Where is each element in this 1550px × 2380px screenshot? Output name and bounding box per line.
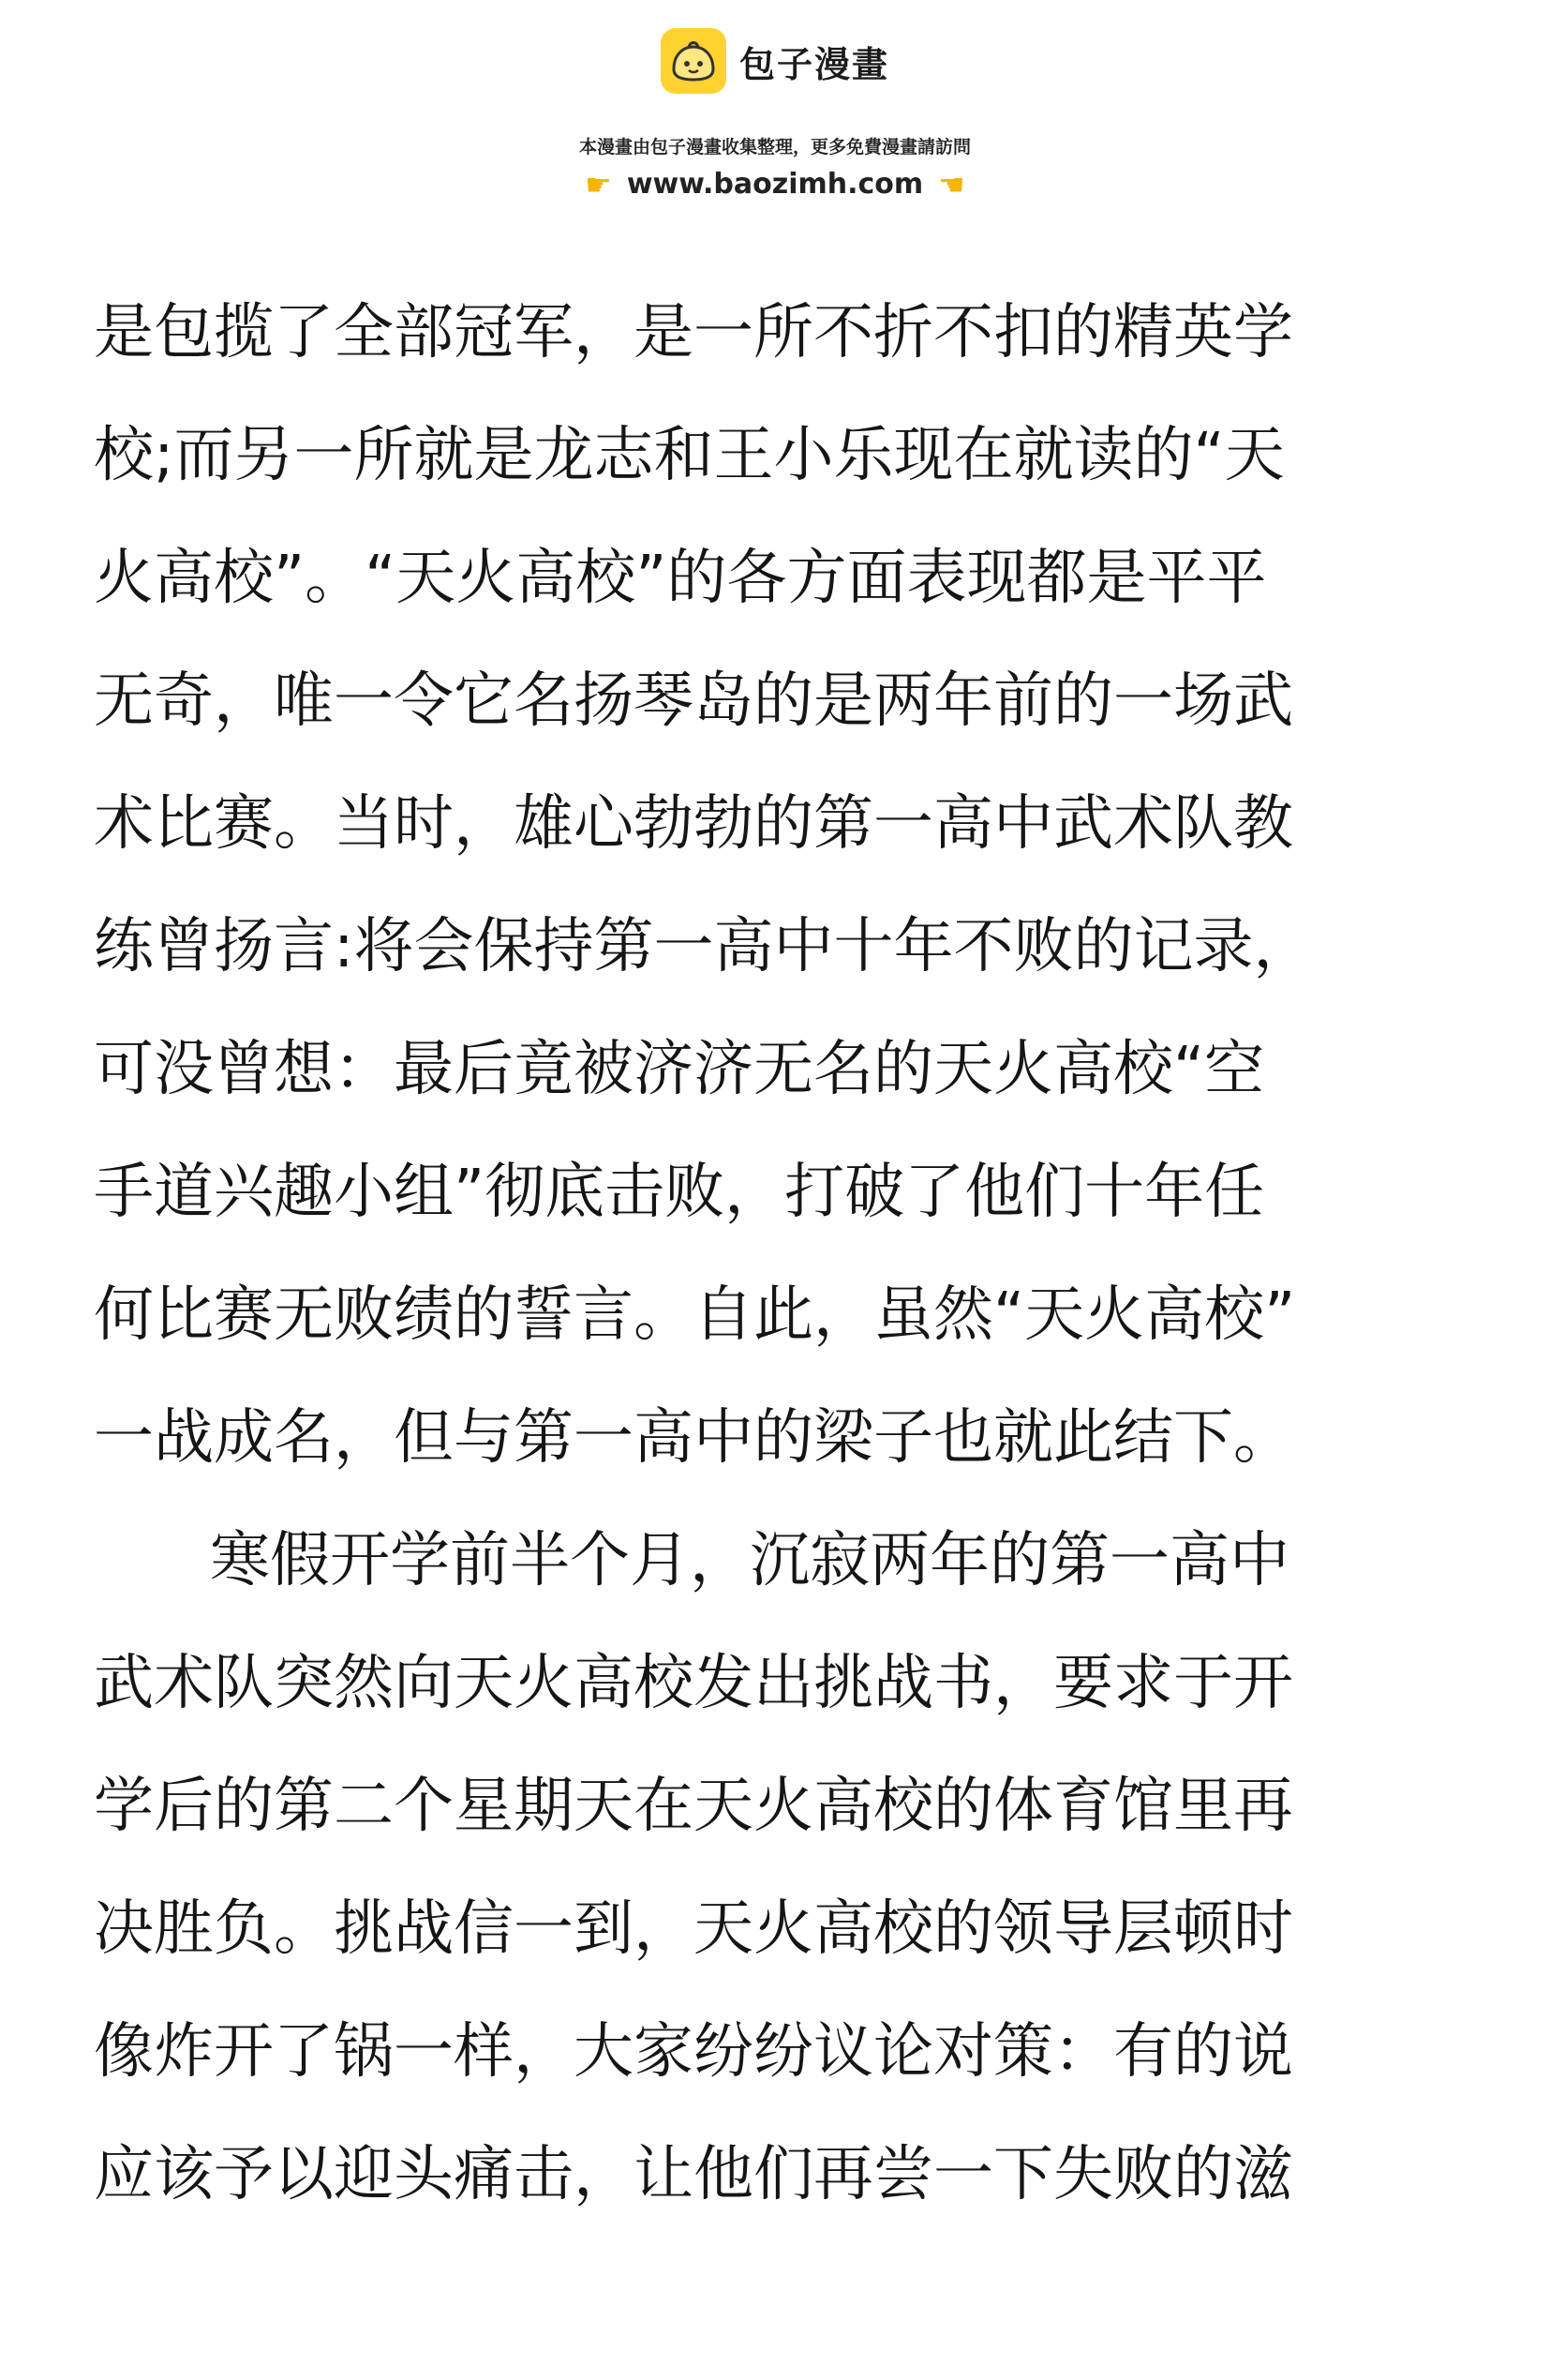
text-line: 手道兴趣小组”彻底击败，打破了他们十年任 [94, 1158, 1265, 1227]
text-line: 练曾扬言:将会保持第一高中十年不败的记录， [94, 912, 1314, 981]
site-url-row[interactable] [585, 168, 965, 201]
text-line: 应该予以迎头痛击，让他们再尝一下失败的滋 [94, 2140, 1293, 2209]
novel-text [94, 272, 1456, 2237]
text-line: 无奇，唯一令它名扬琴岛的是两年前的一场武 [94, 666, 1293, 736]
site-url[interactable]: www.baozimh.com [626, 168, 924, 201]
text-line: 像炸开了锅一样，大家纷纷议论对策：有的说 [94, 2017, 1293, 2087]
site-tagline: 本漫畫由包子漫畫收集整理，更多免費漫畫請訪問 [578, 137, 971, 157]
watermark-header [0, 28, 1550, 201]
pointing-hand-icon: ☛ [938, 166, 965, 202]
text-line: 术比赛。当时，雄心勃勃的第一高中武术队教 [94, 789, 1293, 859]
text-line: 学后的第二个星期天在天火高校的体育馆里再 [94, 1772, 1293, 1841]
paragraph-start-line: 寒假开学前半个月，沉寂两年的第一高中 [210, 1526, 1289, 1595]
pointing-hand-icon: ☛ [585, 166, 612, 202]
brand[interactable] [661, 28, 889, 94]
text-line: 武术队突然向天火高校发出挑战书，要求于开 [94, 1649, 1293, 1718]
bun-logo-icon [661, 28, 726, 94]
text-line: 何比赛无败绩的誓言。自此，虽然“天火高校” [94, 1280, 1296, 1350]
text-line: 校;而另一所就是龙志和王小乐现在就读的“天 [94, 421, 1285, 490]
text-line: 火高校”。“天火高校”的各方面表现都是平平 [94, 544, 1267, 613]
text-line: 一战成名，但与第一高中的梁子也就此结下。 [94, 1403, 1293, 1473]
text-line: 是包揽了全部冠军，是一所不折不扣的精英学 [94, 298, 1293, 367]
text-line: 决胜负。挑战信一到，天火高校的领导层顿时 [94, 1894, 1293, 1964]
text-line: 可没曾想：最后竟被济济无名的天火高校“空 [94, 1035, 1265, 1104]
brand-name: 包子漫畫 [738, 43, 889, 85]
